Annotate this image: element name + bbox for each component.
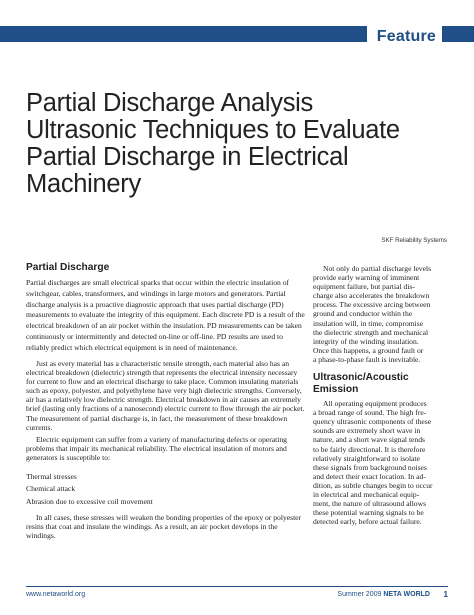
title-line: Ultrasonic Techniques to Evaluate [26, 116, 400, 144]
left-column [26, 262, 306, 540]
text-line: sounds are extremely short wave in [313, 426, 421, 436]
author-byline: SKF Reliability Systems [381, 237, 447, 244]
text-line: relatively straightforward to isolate [313, 453, 420, 463]
heading-line: Ultrasonic/Acoustic [313, 372, 409, 384]
list-item: Thermal stresses [26, 471, 77, 481]
text-line: integrity of the winding insulation. [313, 336, 419, 346]
text-line: the dielectric strength and mechanical [313, 327, 429, 337]
article-title [26, 90, 446, 198]
text-line: equipment failure, but partial dis- [313, 282, 415, 292]
magazine-name: NETA WORLD [383, 591, 430, 598]
text-line: nature, and a short wave signal tends [313, 435, 425, 445]
text-line: process. The excessive arcing between [313, 300, 431, 310]
text-line: these signals from background noises [313, 462, 427, 472]
list-item: Abrasion due to excessive coil movement [26, 496, 153, 506]
page-number: 1 [443, 590, 448, 599]
text-line: a broad range of sound. The high fre- [313, 408, 427, 418]
section-tag [367, 26, 442, 48]
text-line: in electrical and mechanical equip- [313, 489, 420, 499]
paragraph: Partial discharges are small electrical sparks that occur within the electric insulation of switchgear, cables, transformers, and windings in large motors and generators. Partial discharge analysis is a proactive diagnostic approach that uses partial discharge (PD) measurements to evaluate the integrity of this equipment. Each discrete PD is a result of the electrical breakdown of an air pocket within the insulation. PD measurements can be taken continuously or intermittently and detected on-line or off-line. PD results are used to reliably predict which electrical equipment is in need of maintenance. [26, 278, 305, 352]
text-line: these potential warning signals to be [313, 508, 424, 518]
list-item: Chemical attack [26, 484, 76, 494]
paragraph: In all cases, these stresses will weaken the bonding properties of the epoxy or polyester resins that coat and insulate the windings. As a result, an air pocket develops in the windings. [26, 513, 302, 541]
text-line: ground and conductor within the [313, 309, 413, 319]
footer-rule [26, 586, 448, 587]
text-line: dition, as subtle changes begin to occur [313, 480, 433, 490]
heading-line: Emission [313, 384, 359, 396]
section-tag-label: Feature [376, 28, 436, 45]
footer-url-link[interactable]: www.netaworld.org [26, 591, 86, 598]
paragraph [313, 264, 449, 364]
title-line: Machinery [26, 170, 141, 198]
text-line: quency ultrasonic components of these [313, 417, 432, 427]
paragraph: Electric equipment can suffer from a variety of manufacturing defects or operating problems that impair its mechanical reliability. The electrical insulation of motors and generators is susceptible to: [26, 434, 287, 462]
text-line: and detect their exact location. In ad- [313, 471, 426, 481]
text-line: insulation will, in time, compromise [313, 318, 424, 328]
text-line: to be fairly directional. It is therefore [313, 444, 426, 454]
title-line: Partial Discharge in Electrical [26, 143, 349, 171]
text-line: detected early, before actual failure. [313, 517, 422, 527]
text-line: charge also accelerates the breakdown [313, 291, 430, 301]
text-line: ment, the nature of ultrasound allows [313, 499, 427, 509]
text-line: Once this happens, a ground fault or [313, 345, 424, 355]
section-heading-ultrasonic [313, 372, 449, 396]
text-line: All operating equipment produces [323, 399, 427, 409]
paragraph: Just as every material has a characteristic tensile strength, each material also has an electrical breakdown (dielectric) strength that represents the electrical intensity necessary for current to flow and an electrical discharge to take place. Common insulating materials such as epoxy, polyester, and polyethylene have very high dielectric strengths. Conversely, air has a relatively low dielectric strength. Electrical breakdown in air causes an extremely brief (lasting only fractions of a nanosecond) electric current to flow through the air pocket. The measurement of partial discharge is, in fact, the measurement of these breakdown currents. [26, 359, 305, 432]
paragraph [313, 399, 449, 526]
section-heading-partial-discharge: Partial Discharge [26, 262, 110, 273]
stress-list [26, 471, 306, 509]
footer-issue [337, 591, 430, 598]
issue-season: Summer 2009 [337, 591, 382, 598]
text-line: Not only do partial discharge levels [323, 264, 432, 273]
right-column [313, 264, 449, 526]
text-line: a phase-to-phase fault is inevitable. [313, 354, 421, 364]
text-line: provide early warning of imminent [313, 273, 420, 283]
title-line: Partial Discharge Analysis [26, 89, 313, 117]
